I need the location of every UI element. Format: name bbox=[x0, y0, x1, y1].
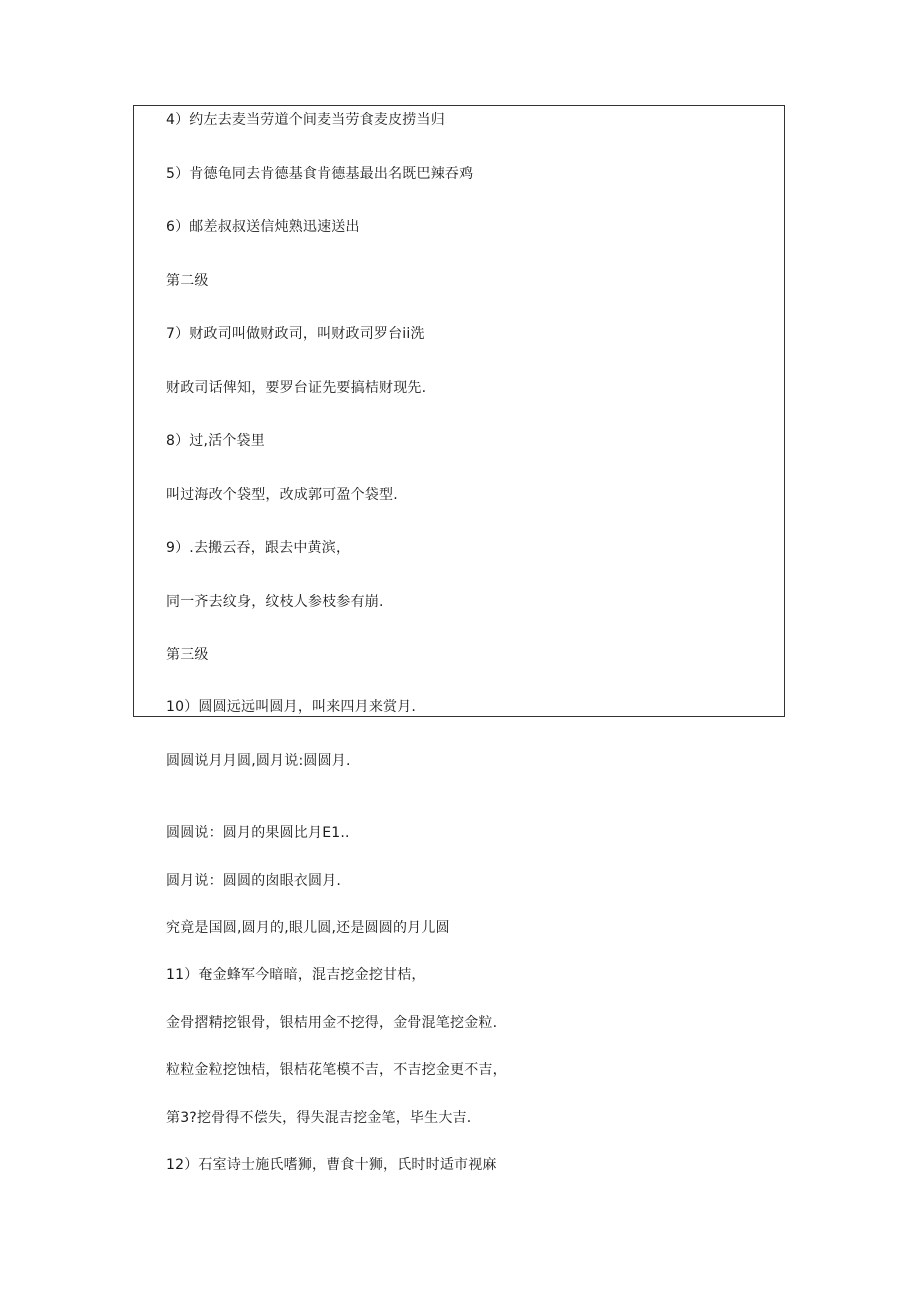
text-line: 同一齐去纹身，纹枝人参枝参有崩. bbox=[166, 594, 384, 610]
text-line: 财政司话俾知，要罗台证先要搞桔财现先. bbox=[166, 380, 427, 396]
text-line: 5）肯德龟同去肯德基食肯德基最出名既巴辣吞鸡 bbox=[166, 166, 474, 182]
text-line: 12）石室诗士施氏嗜狮，曹食十狮，氏时时适市视麻 bbox=[166, 1157, 497, 1173]
text-line: 7）财政司叫做财政司，叫财政司罗台ii洗 bbox=[166, 326, 425, 342]
text-line: 11）奄金蜂军今暗暗，混吉挖金挖甘桔， bbox=[166, 967, 426, 983]
text-line: 圆月说：圆圆的囱眼衣圆月. bbox=[166, 873, 342, 889]
text-line: 6）邮差叔叔送信炖熟迅速送出 bbox=[166, 219, 360, 235]
section-heading: 第三级 bbox=[166, 647, 209, 663]
text-line: 粒粒金粒挖蚀桔，银桔花笔模不吉，不吉挖金更不吉， bbox=[166, 1062, 507, 1078]
text-line: 究竟是国圆,圆月的,眼儿圆,还是圆圆的月儿圆 bbox=[166, 920, 450, 936]
bordered-text-box bbox=[133, 105, 785, 717]
section-heading: 第二级 bbox=[166, 273, 209, 289]
text-line: 9）.去搬云吞，跟去中黄滨， bbox=[166, 540, 351, 556]
text-line: 金骨摺精挖银骨，银桔用金不挖得，金骨混笔挖金粒. bbox=[166, 1015, 498, 1031]
text-line: 叫过海改个袋型，改成郭可盈个袋型. bbox=[166, 487, 398, 503]
text-line: 圆圆说月月圆,圆月说:圆圆月. bbox=[166, 753, 351, 769]
text-line: 第3?挖骨得不偿失，得失混吉挖金笔，毕生大吉. bbox=[166, 1110, 472, 1126]
text-line: 8）过,活个袋里 bbox=[166, 433, 265, 449]
text-line: 圆圆说：圆月的果圆比月E1.. bbox=[166, 825, 350, 841]
text-line: 10）圆圆远远叫圆月，叫来四月来赏月. bbox=[166, 699, 417, 715]
text-line: 4）约左去麦当劳道个间麦当劳食麦皮捞当归 bbox=[166, 112, 445, 128]
